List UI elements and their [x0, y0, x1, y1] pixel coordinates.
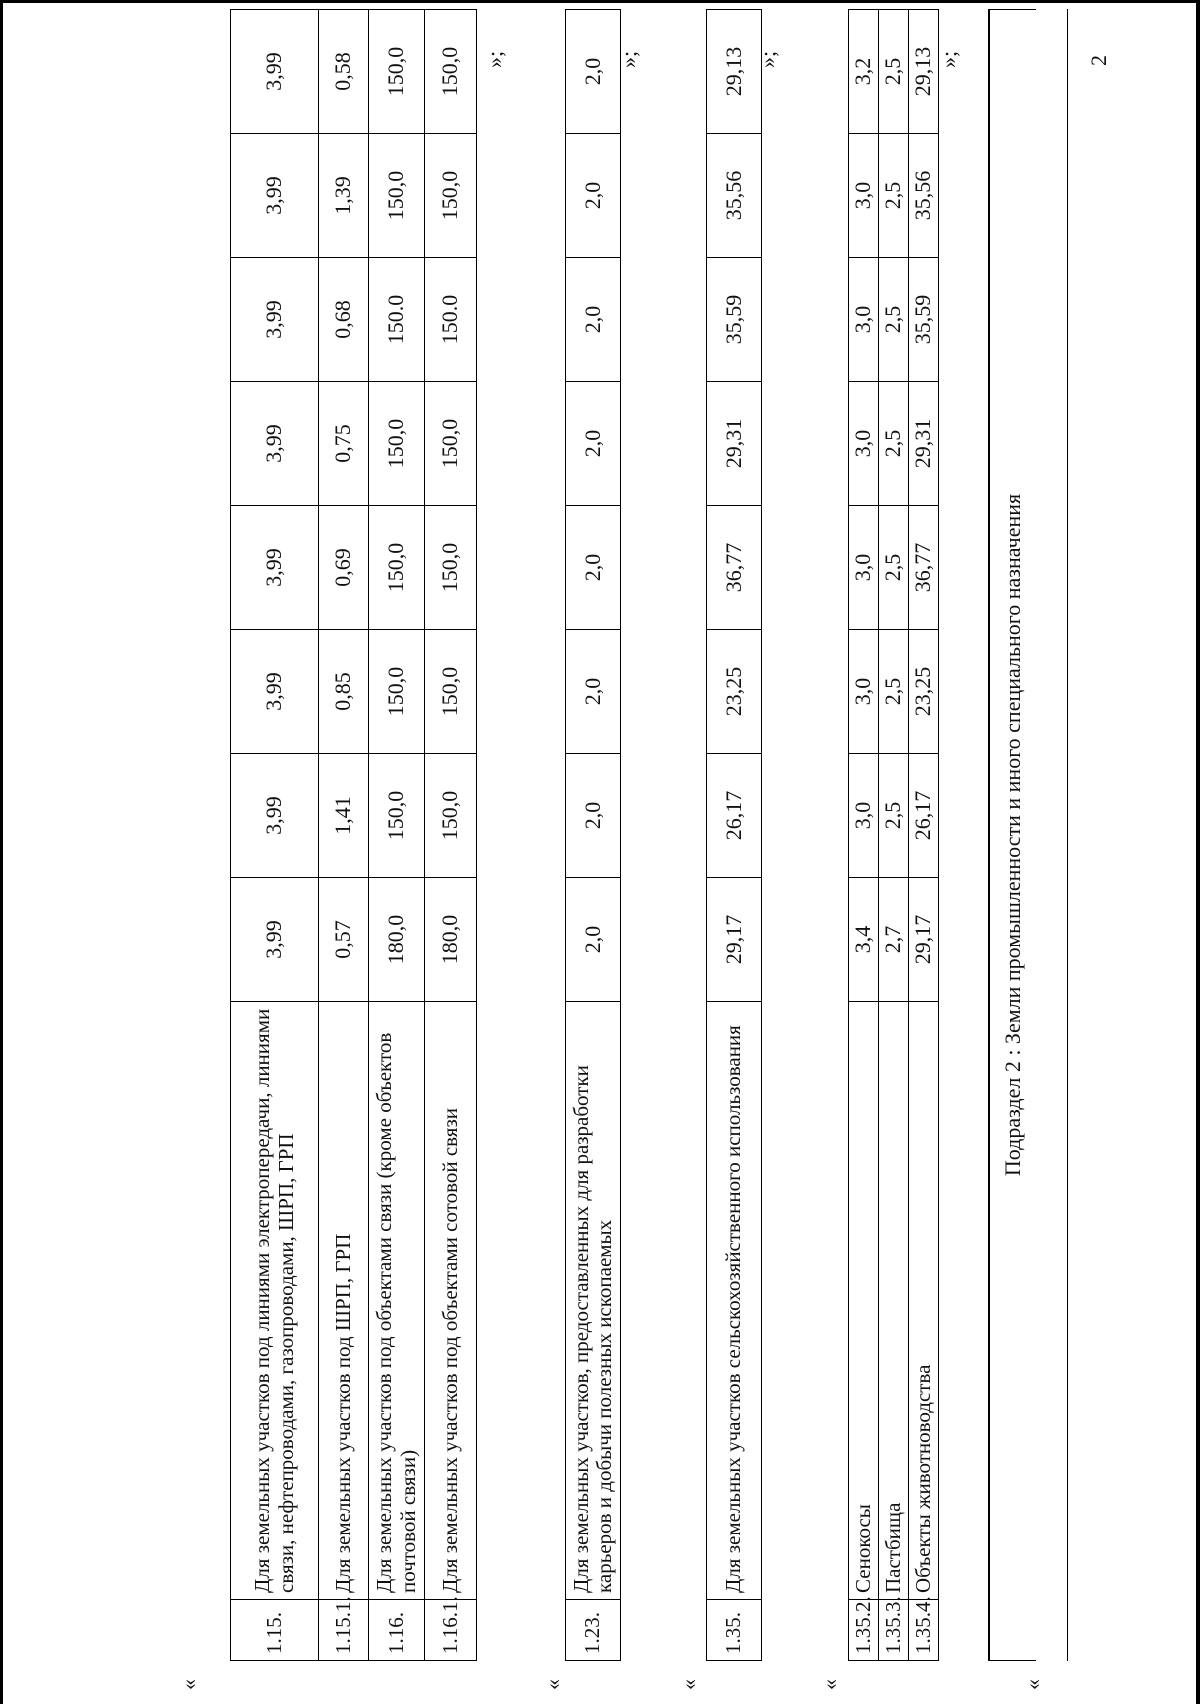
rate-value: 35,59 [707, 258, 762, 382]
rate-value: 2,5 [879, 382, 909, 506]
rate-value: 3,0 [849, 630, 879, 754]
row-label: Для земельных участков, предоставленных для разработки карьеров и добычи полезных ископаемых [566, 1002, 621, 1600]
table-body [849, 10, 939, 1661]
rate-value: 3,0 [849, 754, 879, 878]
page-number: 2 [1086, 55, 1111, 66]
close-quote: »; [936, 50, 961, 68]
row-number: 1.35. [707, 1600, 762, 1661]
rate-value: 36,77 [909, 506, 939, 630]
rate-value: 150,0 [425, 10, 477, 134]
rate-value: 3,99 [231, 506, 319, 630]
rate-value: 35,56 [707, 134, 762, 258]
rate-value: 3,2 [849, 10, 879, 134]
rate-value: 29,31 [707, 382, 762, 506]
rate-value: 1,41 [319, 754, 369, 878]
table-row [707, 10, 762, 1661]
rate-value: 150,0 [369, 754, 425, 878]
rate-value: 3,0 [849, 506, 879, 630]
rate-value: 2,0 [566, 630, 621, 754]
rates-table-1 [230, 9, 477, 1661]
rate-value: 150,0 [369, 10, 425, 134]
table-row [319, 10, 369, 1661]
open-quote: « [817, 1679, 842, 1690]
table-body [231, 10, 477, 1661]
table-row [909, 10, 939, 1661]
rates-table-4 [848, 9, 939, 1661]
rate-value: 29,17 [909, 878, 939, 1002]
rate-value: 0,68 [319, 258, 369, 382]
rate-value: 180,0 [425, 878, 477, 1002]
rate-value: 150,0 [425, 630, 477, 754]
rate-value: 2,0 [566, 754, 621, 878]
row-number: 1.35.4. [909, 1600, 939, 1661]
rate-value: 23,25 [909, 630, 939, 754]
rate-value: 150,0 [369, 506, 425, 630]
rate-value: 2,5 [879, 258, 909, 382]
subsection-title-text: Подраздел 2 : Земли промышленности и иного специального назначения [1000, 493, 1025, 1177]
rate-value: 36,77 [707, 506, 762, 630]
rate-value: 29,31 [909, 382, 939, 506]
row-label: Сенокосы [849, 1002, 879, 1600]
rate-value: 29,17 [707, 878, 762, 1002]
rate-value: 0,58 [319, 10, 369, 134]
rate-value: 3,0 [849, 134, 879, 258]
close-quote: »; [482, 50, 507, 68]
rate-value: 0,75 [319, 382, 369, 506]
rate-value: 150,0 [425, 506, 477, 630]
rate-value: 3,99 [231, 382, 319, 506]
rate-value: 3,99 [231, 754, 319, 878]
row-label: Для земельных участков под ШРП, ГРП [319, 1002, 369, 1600]
row-label: Для земельных участков под объектами связи (кроме объектов почтовой связи) [369, 1002, 425, 1600]
rate-value: 3,0 [849, 382, 879, 506]
rate-value: 150,0 [425, 754, 477, 878]
rate-value: 2,5 [879, 10, 909, 134]
table-row [425, 10, 477, 1661]
table-row [566, 10, 621, 1661]
rate-value: 2,5 [879, 134, 909, 258]
rate-value: 0,85 [319, 630, 369, 754]
rate-value: 35,59 [909, 258, 939, 382]
rate-value: 3,99 [231, 258, 319, 382]
rate-value: 0,57 [319, 878, 369, 1002]
rate-value: 2,0 [566, 382, 621, 506]
rate-value: 2,0 [566, 506, 621, 630]
rate-value: 150.0 [425, 258, 477, 382]
open-quote: « [1020, 1679, 1045, 1690]
row-number: 1.23. [566, 1600, 621, 1661]
rate-value: 3,99 [231, 10, 319, 134]
row-label: Для земельных участков под объектами сотовой связи [425, 1002, 477, 1600]
table-body [566, 10, 621, 1661]
divider-line [1067, 9, 1068, 1661]
table-row [369, 10, 425, 1661]
table-row [879, 10, 909, 1661]
rate-value: 2,0 [566, 10, 621, 134]
row-number: 1.35.3. [879, 1600, 909, 1661]
rates-table-2 [565, 9, 621, 1661]
rate-value: 2,5 [879, 506, 909, 630]
rate-value: 1,39 [319, 134, 369, 258]
rate-value: 26,17 [909, 754, 939, 878]
close-quote: »; [755, 50, 780, 68]
row-label: Для земельных участков под линиями электропередачи, линиями связи, нефтепроводами, газопроводами, ШРП, ГРП [231, 1002, 319, 1600]
rate-value: 3,0 [849, 258, 879, 382]
rate-value: 2,7 [879, 878, 909, 1002]
rate-value: 35,56 [909, 134, 939, 258]
row-label: Пастбища [879, 1002, 909, 1600]
open-quote: « [676, 1679, 701, 1690]
rate-value: 150,0 [369, 630, 425, 754]
row-label: Объекты животноводства [909, 1002, 939, 1600]
rates-table-3 [706, 9, 762, 1661]
table-row [849, 10, 879, 1661]
rate-value: 29,13 [909, 10, 939, 134]
rate-value: 150,0 [369, 134, 425, 258]
open-quote: « [540, 1679, 565, 1690]
row-number: 1.15. [231, 1600, 319, 1661]
rate-value: 3,4 [849, 878, 879, 1002]
rate-value: 0,69 [319, 506, 369, 630]
table-row [231, 10, 319, 1661]
rate-value: 2,5 [879, 630, 909, 754]
open-quote: « [176, 1679, 201, 1690]
rate-value: 150,0 [425, 382, 477, 506]
rate-value: 150,0 [369, 382, 425, 506]
row-number: 1.35.2. [849, 1600, 879, 1661]
rate-value: 23,25 [707, 630, 762, 754]
rate-value: 2,0 [566, 134, 621, 258]
rate-value: 29,13 [707, 10, 762, 134]
rate-value: 26,17 [707, 754, 762, 878]
rate-value: 2,0 [566, 878, 621, 1002]
rate-value: 150.0 [369, 258, 425, 382]
row-number: 1.16.1. [425, 1600, 477, 1661]
table-body [707, 10, 762, 1661]
row-label: Для земельных участков сельскохозяйственного использования [707, 1002, 762, 1600]
rate-value: 2,0 [566, 258, 621, 382]
row-number: 1.16. [369, 1600, 425, 1661]
subsection-title [988, 9, 1036, 1661]
rate-value: 2,5 [879, 754, 909, 878]
rate-value: 3,99 [231, 878, 319, 1002]
row-number: 1.15.1. [319, 1600, 369, 1661]
rate-value: 150,0 [425, 134, 477, 258]
rate-value: 3,99 [231, 134, 319, 258]
rate-value: 3,99 [231, 630, 319, 754]
close-quote: »; [616, 50, 641, 68]
rate-value: 180,0 [369, 878, 425, 1002]
